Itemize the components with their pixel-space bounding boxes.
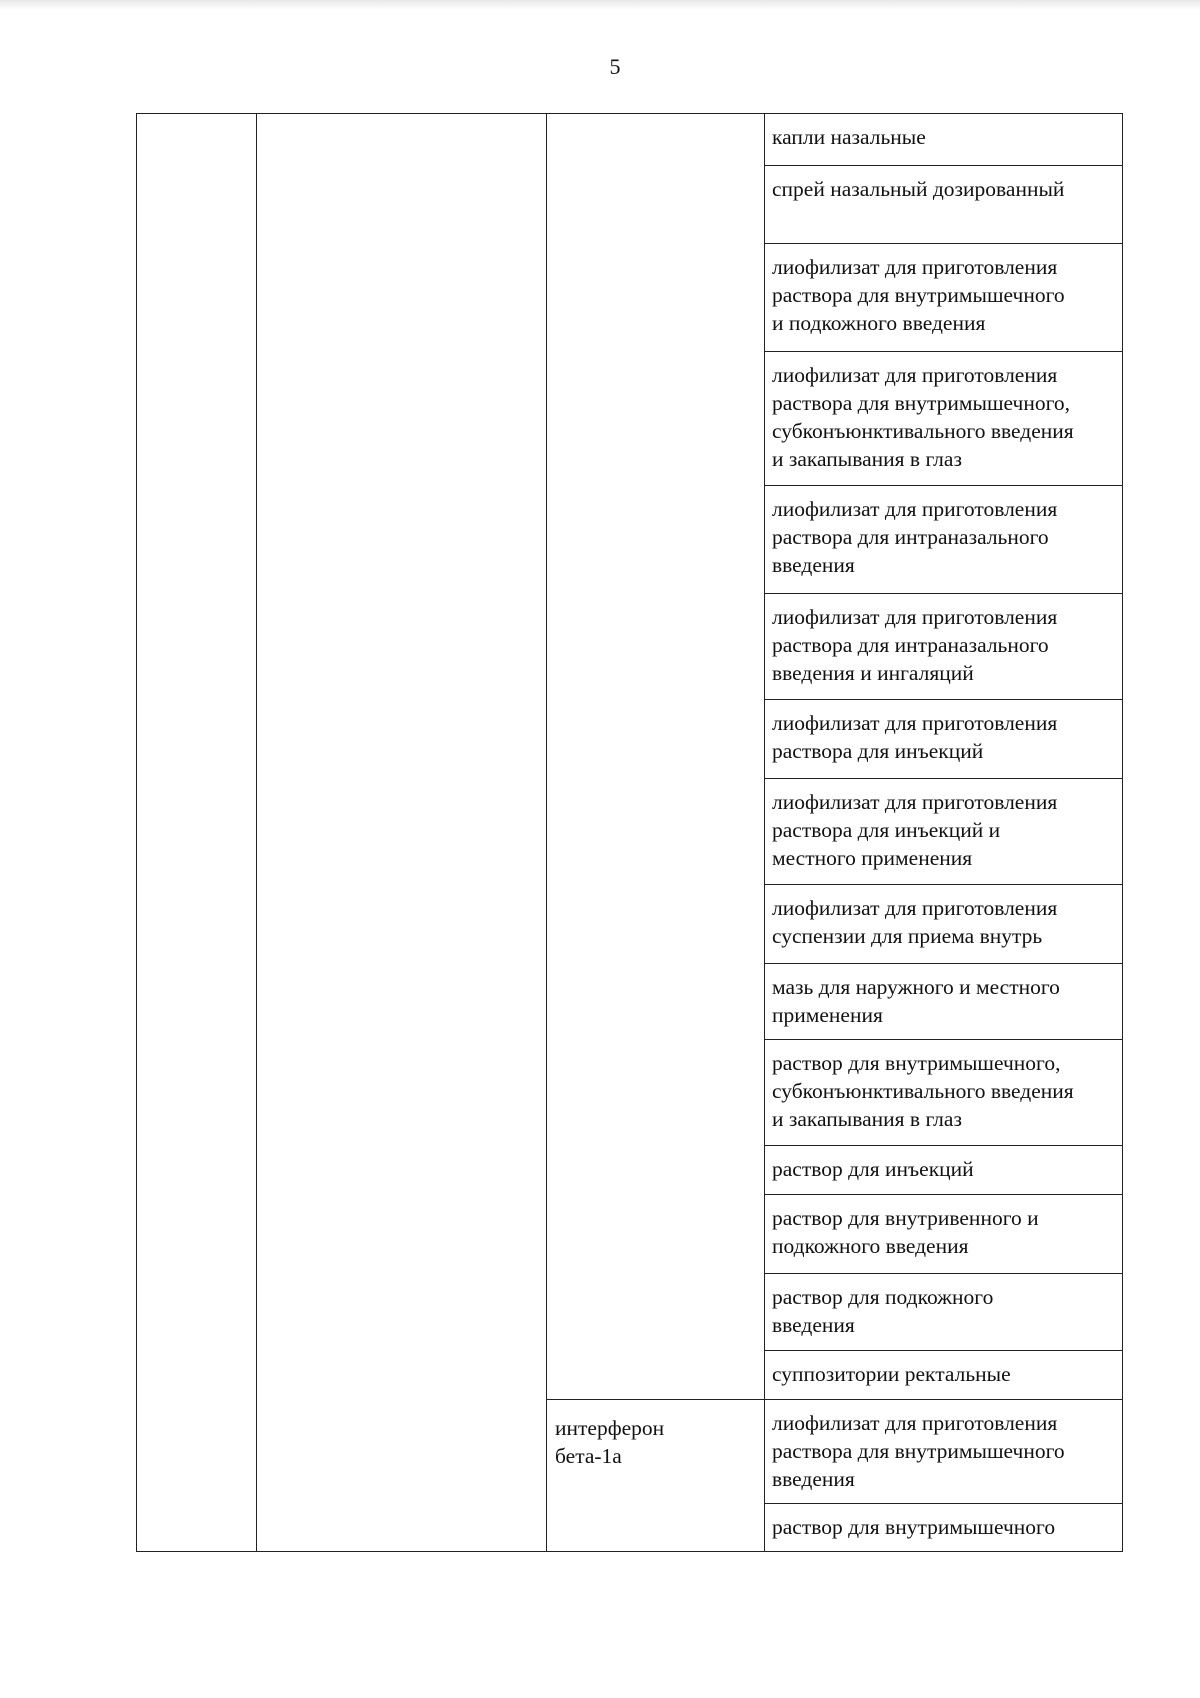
drug-name-cell [547, 114, 765, 1400]
dosage-form-cell [765, 964, 1123, 1040]
page-number: 5 [609, 54, 621, 79]
dosage-form: раствор для внутримышечного [772, 1515, 1056, 1539]
atc-code-cell [137, 114, 257, 1552]
dosage-form: лиофилизат для приготовления раствора для интраназального введения [772, 497, 1058, 577]
dosage-form: суппозитории ректальные [772, 1362, 1011, 1386]
dosage-form-cell [765, 114, 1123, 166]
dosage-form-cell [765, 1195, 1123, 1274]
dosage-form: мазь для наружного и местного применения [772, 975, 1060, 1027]
dosage-form: спрей назальный дозированный [772, 177, 1065, 201]
drug-name-cell [547, 1400, 765, 1552]
dosage-form: капли назальные [772, 125, 926, 149]
scan-edge [0, 0, 1200, 10]
dosage-form-cell [765, 1040, 1123, 1146]
dosage-form-cell [765, 1400, 1123, 1504]
dosage-form: лиофилизат для приготовления раствора для внутримышечного введения [772, 1411, 1065, 1491]
dosage-form: лиофилизат для приготовления раствора для инъекций [772, 711, 1058, 763]
dosage-form: раствор для подкожного введения [772, 1285, 994, 1337]
dosage-form-cell [765, 166, 1123, 244]
dosage-form-cell [765, 1146, 1123, 1195]
dosage-form: раствор для внутримышечного, субконъюнктивального введения и закапывания в глаз [772, 1051, 1074, 1131]
dosage-form-cell [765, 1504, 1123, 1552]
dosage-form-cell [765, 1351, 1123, 1400]
dosage-form-cell [765, 779, 1123, 885]
dosage-form: раствор для внутривенного и подкожного введения [772, 1206, 1039, 1258]
dosage-form-cell [765, 486, 1123, 594]
dosage-form-cell [765, 700, 1123, 779]
atc-group-cell [257, 114, 547, 1552]
dosage-form-cell [765, 594, 1123, 700]
dosage-form: лиофилизат для приготовления раствора для внутримышечного, субконъюнктивального введения и закапывания в глаз [772, 363, 1074, 471]
dosage-form: лиофилизат для приготовления суспензии для приема внутрь [772, 896, 1058, 948]
dosage-form-cell [765, 1274, 1123, 1351]
dosage-form: лиофилизат для приготовления раствора для инъекций и местного применения [772, 790, 1058, 870]
dosage-form: лиофилизат для приготовления раствора для внутримышечного и подкожного введения [772, 255, 1065, 335]
table-row [137, 114, 1123, 166]
dosage-form-cell [765, 352, 1123, 486]
drug-name: интерферон бета-1a [555, 1416, 665, 1468]
dosage-form: лиофилизат для приготовления раствора для интраназального введения и ингаляций [772, 605, 1058, 685]
dosage-forms-table [136, 113, 1123, 1552]
dosage-form: раствор для инъекций [772, 1157, 974, 1181]
dosage-form-cell [765, 885, 1123, 964]
dosage-form-cell [765, 244, 1123, 352]
